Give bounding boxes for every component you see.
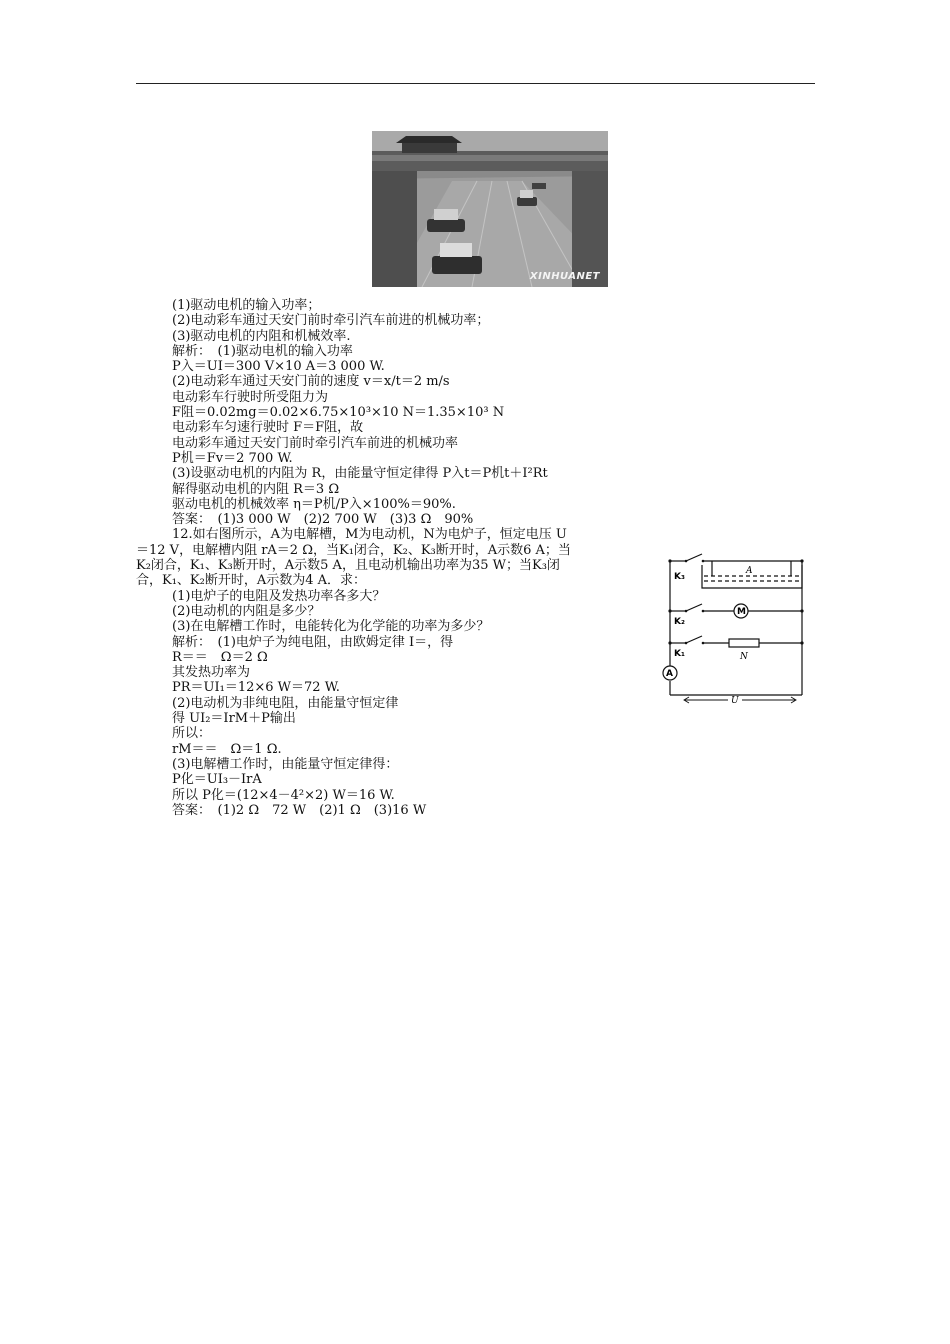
circuit-diagram — [656, 551, 814, 709]
text-line: (2)电动机为非纯电阻，由能量守恒定律 — [172, 695, 399, 711]
text-line: PR＝UI₁＝12×6 W＝72 W. — [172, 680, 340, 696]
voltage-label: U — [731, 696, 739, 706]
text-line: 驱动电机的机械效率 η＝P机/P入×100%＝90%. — [172, 496, 456, 512]
text-line: 电动彩车匀速行驶时 F＝F阻，故 — [172, 420, 364, 436]
text-line: (3)电解槽工作时，由能量守恒定律得： — [172, 756, 399, 772]
text-line: (1)电炉子的电阻及发热功率各多大？ — [172, 588, 386, 604]
problem-line: ＝12 V，电解槽内阻 rA＝2 Ω，当K₁闭合，K₂、K₃断开时，A示数6 A；当 — [136, 542, 571, 558]
ammeter-label: A — [666, 669, 673, 679]
text-line: (3)驱动电机的内阻和机械效率. — [172, 328, 351, 344]
text-line: P化＝UI₃－IrA — [172, 772, 262, 788]
text-line: (2)电动彩车通过天安门前时牵引汽车前进的机械功率； — [172, 313, 490, 329]
text-line: (2)电动机的内阻是多少？ — [172, 603, 321, 619]
text-line: 解得驱动电机的内阻 R＝3 Ω — [172, 481, 340, 497]
parade-photo-image — [372, 131, 608, 287]
heater-label: N — [740, 652, 748, 662]
text-line: (2)电动彩车通过天安门前的速度 v＝x/t＝2 m/s — [172, 374, 450, 390]
switch-k3-label: K₃ — [674, 572, 685, 582]
text-line: 电动彩车行驶时所受阻力为 — [172, 389, 329, 405]
text-line: 解析： (1)电炉子为纯电阻，由欧姆定律 I＝，得 — [172, 634, 454, 650]
text-line: 所以： — [172, 726, 212, 742]
switch-k1-label: K₁ — [674, 649, 685, 659]
text-line: P入＝UI＝300 V×10 A＝3 000 W. — [172, 359, 385, 375]
switch-k2-label: K₂ — [674, 617, 685, 627]
solution-text — [136, 298, 656, 818]
circuit-diagram-svg — [656, 551, 814, 709]
text-line: R＝＝ Ω＝2 Ω — [172, 649, 268, 665]
text-line: 答案： (1)2 Ω 72 W (2)1 Ω (3)16 W — [172, 802, 427, 818]
header-rule — [136, 83, 815, 84]
text-line: 答案： (1)3 000 W (2)2 700 W (3)3 Ω 90% — [172, 512, 474, 528]
problem-line: 12.如右图所示，A为电解槽，M为电动机，N为电炉子，恒定电压 U — [172, 527, 567, 543]
text-line: F阻＝0.02mg＝0.02×6.75×10³×10 N＝1.35×10³ N — [172, 405, 505, 421]
text-line: (1)驱动电机的输入功率； — [172, 298, 321, 313]
text-line: 所以 P化＝(12×4－4²×2) W＝16 W. — [172, 787, 395, 803]
text-line: (3)在电解槽工作时，电能转化为化学能的功率为多少？ — [172, 619, 490, 635]
text-line: 得 UI₂＝IrM＋P输出 — [172, 711, 296, 727]
text-line: 解析： (1)驱动电机的输入功率 — [172, 343, 353, 359]
problem-line: 合，K₁、K₂断开时，A示数为4 A．求： — [136, 573, 367, 589]
parade-photo — [372, 131, 608, 287]
motor-label: M — [737, 607, 746, 617]
text-line: rM＝＝ Ω＝1 Ω. — [172, 741, 282, 757]
text-line: (3)设驱动电机的内阻为 R，由能量守恒定律得 P入t＝P机t＋I²Rt — [172, 466, 548, 482]
photo-watermark: XINHUANET — [529, 271, 600, 282]
text-line: P机＝Fv＝2 700 W. — [172, 450, 293, 466]
electrolyzer-label: A — [746, 566, 753, 576]
text-line: 电动彩车通过天安门前时牵引汽车前进的机械功率 — [172, 435, 459, 451]
text-line: 其发热功率为 — [172, 665, 251, 681]
problem-line: K₂闭合，K₁、K₃断开时，A示数5 A，且电动机输出功率为35 W；当K₃闭 — [136, 558, 560, 574]
